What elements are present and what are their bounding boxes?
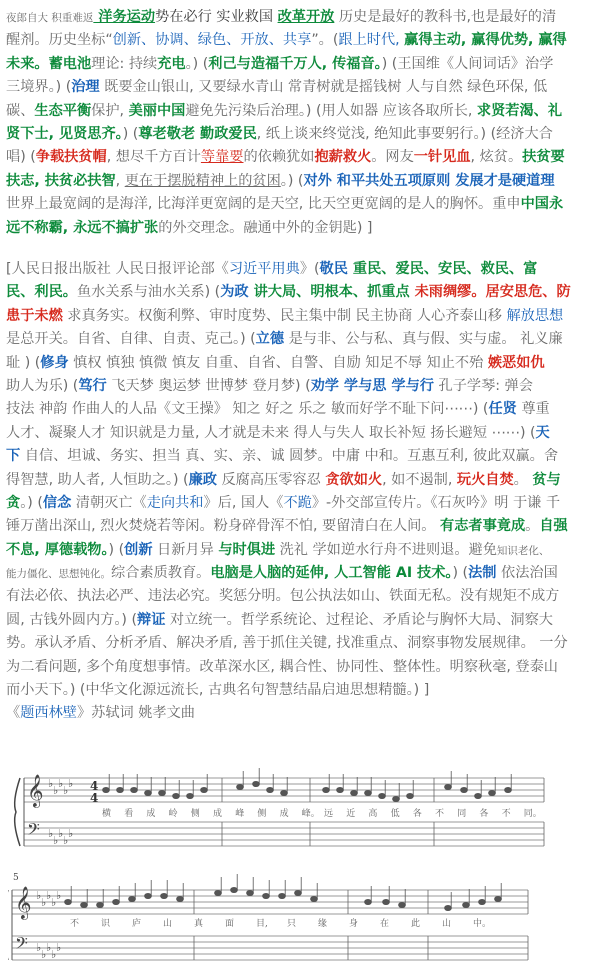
text-segment: 》后, 国人《 (203, 494, 284, 511)
lyric-syllable: 岭 (168, 809, 178, 819)
text-line (6, 469, 606, 492)
svg-text:♭: ♭ (63, 834, 69, 847)
svg-text:♭: ♭ (68, 777, 74, 790)
text-segment: 自信、坦诚、务实、担当 真、实、亲、诚 圆梦。中庸 中和。互惠互利, 彼此双赢。舍 (20, 448, 559, 465)
text-segment: 更在于摆脱精神上的贫困 (124, 172, 281, 189)
text-segment: 为二看问题, 多个角度想事情。改革深水区, 耦合性、协同性、整体性。明察秋毫, 登泰山 (6, 658, 558, 675)
text-segment: 患于未燃 (6, 307, 63, 324)
text-segment: 尊重 (516, 401, 550, 418)
lyric-syllable: 峰。 (301, 809, 320, 819)
text-segment: 技法 神韵 作曲人的人品《文王操》 知之 好之 乐之 敏而好学不耻下问⋯⋯) ( (6, 401, 489, 418)
svg-text:𝄞: 𝄞 (27, 774, 44, 807)
text-line (6, 305, 606, 328)
svg-text:♭: ♭ (51, 948, 57, 961)
text-segment: 利己与造福千万人, 传福音。 (208, 55, 382, 72)
text-segment: 鱼水关系与油水关系) ( (76, 284, 221, 301)
lyric-syllable: 身 (349, 919, 359, 929)
text-line (6, 281, 606, 304)
time-signature-top: 4 (90, 779, 99, 793)
text-segment: 习近平用典 (228, 261, 300, 277)
text-segment: 争 (35, 149, 50, 166)
text-segment: 求真务实。权衡利弊、审时度势、民主集中制 民主协商 人心齐泰山移 (62, 307, 507, 324)
text-segment: 势在必行 实业救国 (155, 9, 278, 25)
text-segment: 洗礼 学如逆水行舟不进则退。避免 (275, 541, 497, 558)
lyric-syllable: 高 (368, 809, 378, 819)
text-segment: ) ( (122, 125, 139, 142)
measure-number: 5 (13, 873, 19, 883)
svg-text:♭: ♭ (41, 948, 47, 961)
text-line (6, 632, 606, 655)
sheet-music-score (8, 760, 606, 970)
text-segment: 一针见血 (413, 149, 471, 166)
text-segment: 劝学 学与思 学与行 (310, 377, 434, 394)
text-line (6, 562, 606, 585)
text-line (6, 702, 606, 725)
text-segment: 三境界。) ( (6, 79, 72, 96)
text-segment: 是总开关。自省、自律、自责、克己。) ( (6, 331, 256, 348)
text-segment: ) ( (108, 541, 125, 558)
lyric-syllable: 同。 (523, 809, 542, 819)
text-line (6, 6, 606, 29)
text-segment: 不跪 (283, 494, 312, 511)
svg-text:𝄢: 𝄢 (27, 819, 40, 843)
text-segment: 不息, 厚德载物。 (6, 541, 109, 558)
text-segment: 贪 (6, 494, 21, 511)
svg-text:♭: ♭ (36, 941, 42, 954)
text-segment: 慎权 慎独 慎微 慎友 自重、自省、自警、自励 知足不辱 知止不殆 (68, 354, 488, 371)
text-segment: 笃行 (78, 377, 107, 394)
svg-text:♭: ♭ (48, 777, 54, 790)
text-segment: 锤万凿出深山, 烈火焚烧若等闲。粉身碎骨浑不怕, 要留清白在人间。 (6, 518, 440, 535)
svg-text:♭: ♭ (51, 896, 57, 909)
text-segment: 赢得主动, 赢得优势, 赢得 (404, 32, 567, 49)
text-segment: 》( (299, 261, 320, 277)
text-segment: 生态平衡 (34, 102, 92, 119)
text-segment: 既要金山银山, 又要绿水青山 常青树就是摇钱树 人与自然 绿色环保, 低 (99, 79, 548, 96)
text-segment: 民、利民。 (6, 284, 77, 301)
text-segment: 尊老敬老 勤政爱民 (138, 125, 257, 142)
text-line (6, 29, 606, 52)
text-segment: 。 (513, 471, 533, 488)
lyric-syllable: 远 (324, 809, 334, 819)
lyric-syllable: 看 (124, 809, 134, 819)
svg-text:♭: ♭ (48, 827, 54, 840)
text-segment: 耻 ) ( (6, 354, 41, 371)
text-segment: 反腐高压零容忍 (216, 471, 326, 488)
text-segment: 。) ( (20, 494, 43, 511)
text-line (6, 492, 606, 515)
lyric-syllable: 面 (225, 919, 235, 929)
text-segment: 中国永 (520, 196, 564, 213)
text-segment: 《 (6, 705, 21, 722)
text-segment: 跟上时代, (338, 32, 405, 49)
time-signature-bottom: 4 (90, 791, 99, 805)
text-segment: 是与非、公与私、真与假、实与虚。 礼义廉 (284, 331, 563, 348)
text-segment: 碳、 (6, 102, 35, 119)
lyric-syllable: 同 (457, 809, 467, 819)
text-segment: 飞天梦 奥运梦 世博梦 登月梦) ( (106, 377, 311, 394)
text-segment: 能力僵化、思想钝化。 (6, 568, 111, 581)
text-segment: 依法治国 (496, 565, 558, 582)
text-line (6, 375, 606, 398)
text-segment: 信念 (42, 494, 72, 511)
text-segment: 重民、爱民、安民、救民、富 (347, 261, 538, 277)
text-segment: 。网友 (371, 149, 414, 166)
text-segment: , 如不遏制, (382, 471, 457, 488)
text-segment: 扶贫要 (522, 149, 565, 166)
text-segment: 天 (535, 424, 550, 441)
text-segment: 避免先污染后治理。) (用人如器 应该各取所长, (185, 102, 477, 119)
text-segment: 玩火自焚 (456, 471, 514, 488)
text-line (6, 146, 606, 169)
svg-text:𝄢: 𝄢 (15, 933, 28, 957)
text-line (6, 53, 606, 76)
text-segment: , 炫贫。 (470, 149, 523, 166)
text-segment: 综合素质教育。 (111, 565, 211, 582)
text-segment: 洋务运动 (93, 9, 156, 25)
lyric-syllable: 中。 (473, 919, 492, 929)
text-segment: 清朝灭亡《 (71, 494, 147, 511)
text-line (6, 515, 606, 538)
text-line (6, 100, 606, 123)
text-line (6, 170, 606, 193)
text-segment: 抱薪救火 (314, 149, 372, 166)
svg-text:♭: ♭ (58, 827, 64, 840)
text-line (6, 422, 606, 445)
text-segment: 历史是最好的教科书,也是最好的清 (334, 9, 557, 25)
text-segment: 。 (525, 518, 540, 535)
text-line (6, 585, 606, 608)
lyric-syllable: 识 (101, 919, 111, 929)
lyric-syllable: 山 (163, 919, 173, 929)
lyric-syllable: 只 (287, 919, 297, 929)
text-segment: 夜郎自大 积重难返 (6, 12, 94, 24)
text-segment: 》-外交部宣传片。《石灰吟》明 于谦 千 (311, 494, 561, 511)
svg-text:♭: ♭ (46, 941, 52, 954)
lyric-syllable: 真 (194, 919, 204, 929)
text-segment: 扶志, 扶贫必扶智 (6, 172, 116, 189)
paragraph-renmin-ribao (6, 258, 606, 726)
text-segment: 任贤 (488, 401, 517, 418)
text-segment: 嫉恶如仇 (487, 354, 545, 371)
text-line (6, 193, 606, 216)
text-segment: 势。承认矛盾、分析矛盾、解决矛盾, 善于抓住关键, 找准重点、洞察事物发展规律。 一分 (6, 635, 568, 652)
lyric-syllable: 各 (412, 809, 422, 819)
text-segment: 对立统一。哲学系统论、过程论、矛盾论与胸怀大局、洞察大 (165, 611, 553, 628)
text-segment: 创新 (124, 541, 153, 558)
svg-text:♭: ♭ (53, 784, 59, 797)
text-segment: 创新、协调、绿色、开放、共享 (112, 32, 312, 49)
svg-text:♭: ♭ (58, 777, 64, 790)
text-segment: 的外交理念。融通中外的金钥匙) ] (158, 219, 373, 236)
text-line (6, 123, 606, 146)
text-line (6, 398, 606, 421)
text-segment: 法制 (468, 565, 497, 582)
text-line (6, 539, 606, 562)
text-segment: 求贤若渴、礼 (476, 102, 563, 119)
text-segment: 载扶贫帽 (49, 149, 107, 166)
svg-text:♭: ♭ (56, 889, 62, 902)
text-segment: 讲大局、明根本、抓重点 (248, 284, 415, 301)
lyric-syllable: 目, (256, 919, 268, 929)
text-segment: 立德 (255, 331, 285, 348)
text-segment: , 想尽千方百计 (106, 149, 201, 166)
lyric-syllable: 各 (479, 809, 489, 819)
lyric-syllable: 近 (346, 809, 356, 819)
lyric-syllable: 成 (146, 809, 156, 819)
text-line (6, 679, 606, 702)
text-segment: 有志者事竟成 (440, 518, 526, 535)
text-segment: 未雨绸缪。居安思危、防 (414, 284, 571, 301)
text-segment: 改革开放 (277, 9, 335, 25)
text-segment: , 纸上谈来终觉浅, 绝知此事要躬行。) (经济大合 (256, 125, 553, 142)
text-segment: 未来。 (6, 55, 49, 72)
text-line (6, 217, 606, 240)
text-segment: 与时俱进 (218, 541, 276, 558)
text-segment: 自强 (539, 518, 568, 535)
text-segment: 为政 (220, 284, 249, 301)
text-line (6, 656, 606, 679)
text-segment: 人才、凝聚人才 知识就是力量, 人才就是未来 得人与失人 取长补短 扬长避短 ⋯⋯) ( (6, 424, 536, 441)
lyric-syllable: 横 (102, 809, 112, 819)
text-segment: 日新月异 (152, 541, 219, 558)
lyric-syllable: 成 (213, 809, 223, 819)
text-segment: 理论: 持续 (91, 55, 158, 72)
text-segment: 贤下士, 见贤思齐。 (6, 125, 123, 142)
lyric-syllable: 峰 (235, 809, 245, 819)
text-segment: 得智慧, 助人者, 人恒助之。) ( (6, 471, 189, 488)
text-segment: 走向共和 (146, 494, 204, 511)
lyric-syllable: 成 (279, 809, 289, 819)
lyric-syllable: 山 (442, 919, 452, 929)
svg-text:♭: ♭ (53, 834, 59, 847)
text-segment: 敬民 (319, 261, 348, 277)
text-segment: 远不称霸, 永远不搞扩张 (6, 219, 159, 236)
text-segment: 廉政 (188, 471, 217, 488)
text-line (6, 609, 606, 632)
svg-text:♭: ♭ (68, 827, 74, 840)
text-line (6, 76, 606, 99)
lyric-syllable: 不 (435, 809, 445, 819)
text-segment: 。) ( (185, 55, 209, 72)
lyric-syllable: 庐 (132, 919, 142, 929)
text-segment: 电脑是人脑的延伸, 人工智能 AI 技术。 (210, 565, 453, 582)
text-segment: 。) ( (280, 172, 304, 189)
text-segment: 辩证 (137, 611, 166, 628)
text-segment: 对外 和平共处五项原则 发展才是硬道理 (303, 172, 555, 189)
paragraph-history (6, 6, 606, 240)
text-segment: 修身 (40, 354, 69, 371)
text-segment: 醒剂。历史坐标“ (6, 32, 113, 49)
lyric-syllable: 缘 (318, 919, 328, 929)
text-segment: 贪欲如火 (325, 471, 383, 488)
lyric-syllable: 侧 (257, 809, 267, 819)
svg-text:♭: ♭ (63, 784, 69, 797)
text-segment: 助人为乐) ( (6, 377, 79, 394)
text-segment: 治理 (71, 79, 100, 96)
text-segment: ) (王国维《人间词话》治学 (381, 55, 554, 72)
lyric-syllable: 不 (70, 919, 80, 929)
text-segment: 蓄电池 (48, 55, 92, 72)
lyric-syllable: 在 (380, 919, 390, 929)
text-segment: ”。( (311, 32, 339, 49)
text-segment: 解放思想 (506, 307, 564, 324)
svg-text:♭: ♭ (46, 889, 52, 902)
text-segment: , (115, 172, 125, 189)
text-segment: 等靠要 (200, 149, 244, 166)
text-segment: 而小天下。) (中华文化源远流长, 古典名句智慧结晶启迪思想精髓。) ] (6, 682, 430, 699)
text-segment: 世界上最宽阔的是海洋, 比海洋更宽阔的是天空, 比天空更宽阔的是人的胸怀。重申 (6, 196, 521, 213)
text-segment: 孔子学琴: 弹会 (434, 377, 533, 394)
text-segment: 保护, (91, 102, 129, 119)
text-segment: 知识老化、 (496, 544, 550, 557)
text-segment: 美丽中国 (128, 102, 186, 119)
text-line (6, 445, 606, 468)
text-segment: 下 (6, 448, 21, 465)
text-segment: 唱) ( (6, 149, 36, 166)
lyric-syllable: 侧 (190, 809, 200, 819)
text-segment: 有法必依、执法必严、违法必究。奖惩分明。包公执法如山、铁面无私。没有规矩不成方 (6, 588, 560, 605)
text-segment: 充电 (157, 55, 186, 72)
text-segment: 贫与 (532, 471, 561, 488)
svg-text:♭: ♭ (36, 889, 42, 902)
text-line (6, 328, 606, 351)
text-segment: [人民日报出版社 人民日报评论部《 (6, 261, 229, 277)
text-line (6, 352, 606, 375)
svg-text:𝄞: 𝄞 (15, 886, 32, 919)
lyric-syllable: 不 (501, 809, 511, 819)
text-line (6, 258, 606, 281)
text-segment: 圆, 古钱外圆内方。) ( (6, 611, 138, 628)
text-segment: 》苏轼词 姚孝文曲 (76, 705, 195, 722)
lyric-syllable: 低 (390, 809, 400, 819)
lyric-syllable: 此 (411, 919, 421, 929)
svg-text:♭: ♭ (41, 896, 47, 909)
text-segment: 题西林壁 (20, 705, 77, 722)
text-segment: ) ( (452, 565, 469, 582)
text-segment: 的依赖犹如 (243, 149, 315, 166)
svg-text:♭: ♭ (56, 941, 62, 954)
